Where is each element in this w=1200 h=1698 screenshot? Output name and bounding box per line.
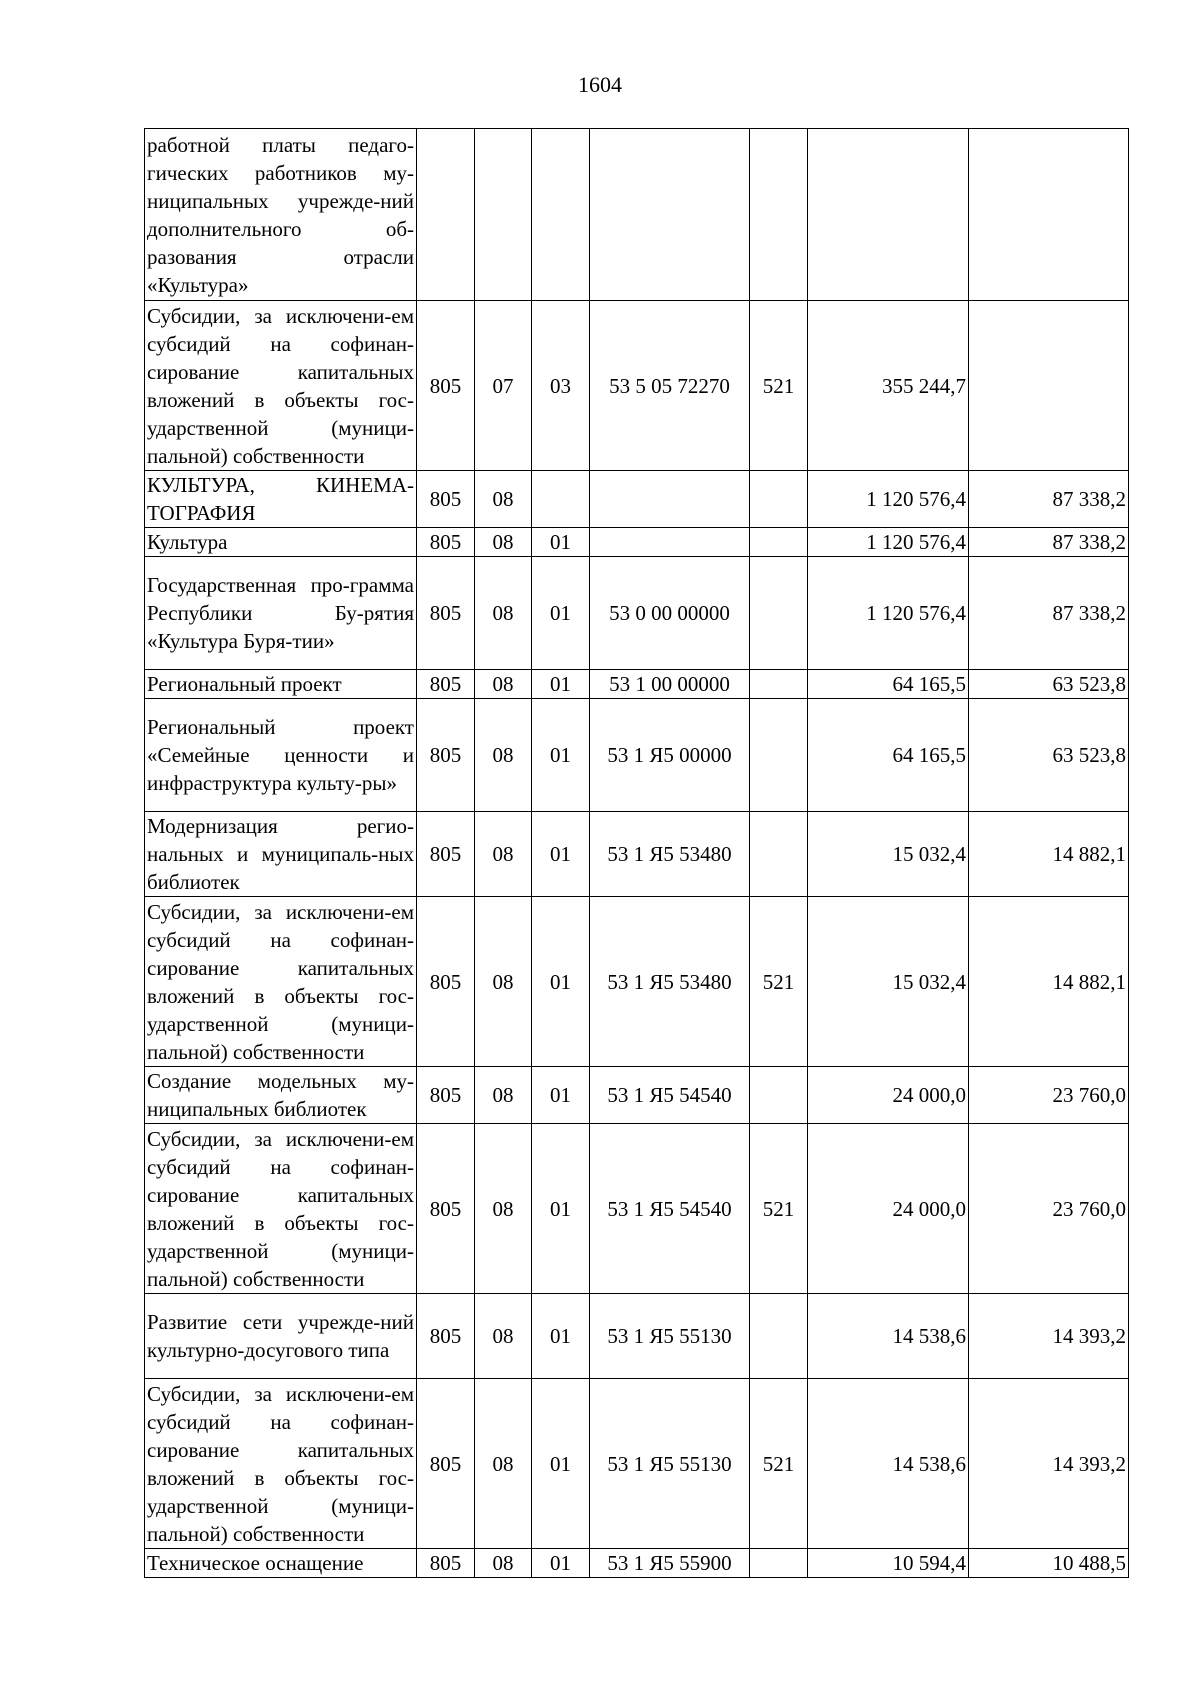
cell-sum-2: 63 523,8 <box>969 699 1129 812</box>
cell-csr: 53 1 Я5 55130 <box>590 1379 750 1549</box>
cell-pr: 01 <box>532 670 590 699</box>
cell-sum-1: 24 000,0 <box>808 1124 969 1294</box>
cell-vr <box>750 528 808 557</box>
cell-pr: 01 <box>532 528 590 557</box>
cell-vr <box>750 1549 808 1578</box>
cell-name: Субсидии, за исключени-ем субсидий на софинан-сирование капитальных вложений в объекты гос-ударственной (муници-пальной) собственности <box>145 1379 417 1549</box>
cell-sum-1: 15 032,4 <box>808 897 969 1067</box>
cell-vr <box>750 670 808 699</box>
cell-name: Модернизация регио-нальных и муниципаль-ных библиотек <box>145 812 417 897</box>
cell-csr: 53 1 Я5 55130 <box>590 1294 750 1379</box>
table-row <box>145 699 1129 812</box>
cell-name: Создание модельных му-ниципальных библиотек <box>145 1067 417 1124</box>
cell-name: Региональный проект <box>145 670 417 699</box>
table-body <box>145 129 1129 1578</box>
cell-sum-1: 1 120 576,4 <box>808 471 969 528</box>
cell-ved: 805 <box>417 670 475 699</box>
cell-ved: 805 <box>417 897 475 1067</box>
cell-csr: 53 1 Я5 55900 <box>590 1549 750 1578</box>
cell-sum-1: 1 120 576,4 <box>808 528 969 557</box>
cell-csr <box>590 471 750 528</box>
cell-rz: 08 <box>475 557 532 670</box>
cell-csr: 53 1 Я5 53480 <box>590 812 750 897</box>
cell-sum-1: 1 120 576,4 <box>808 557 969 670</box>
cell-name: Субсидии, за исключени-ем субсидий на софинан-сирование капитальных вложений в объекты гос-ударственной (муници-пальной) собственности <box>145 1124 417 1294</box>
cell-name: Субсидии, за исключени-ем субсидий на софинан-сирование капитальных вложений в объекты гос-ударственной (муници-пальной) собственности <box>145 897 417 1067</box>
cell-pr: 01 <box>532 699 590 812</box>
table-row <box>145 301 1129 471</box>
cell-sum-1: 15 032,4 <box>808 812 969 897</box>
cell-vr <box>750 557 808 670</box>
cell-csr: 53 1 00 00000 <box>590 670 750 699</box>
page-number: 1604 <box>578 72 622 97</box>
cell-sum-2: 87 338,2 <box>969 471 1129 528</box>
cell-sum-2: 87 338,2 <box>969 557 1129 670</box>
cell-name: Региональный проект «Семейные ценности и инфраструктура культу-ры» <box>145 699 417 812</box>
cell-sum-1: 14 538,6 <box>808 1294 969 1379</box>
table-row <box>145 528 1129 557</box>
cell-vr <box>750 1067 808 1124</box>
cell-sum-1: 14 538,6 <box>808 1379 969 1549</box>
cell-vr: 521 <box>750 897 808 1067</box>
cell-csr: 53 1 Я5 54540 <box>590 1124 750 1294</box>
cell-vr: 521 <box>750 301 808 471</box>
cell-ved: 805 <box>417 1067 475 1124</box>
cell-sum-2: 87 338,2 <box>969 528 1129 557</box>
cell-name: работной платы педаго-гических работников му-ниципальных учрежде-ний дополнительного об-разования отрасли «Культура» <box>145 129 417 301</box>
table-row <box>145 1067 1129 1124</box>
table-row <box>145 1549 1129 1578</box>
cell-sum-2: 23 760,0 <box>969 1067 1129 1124</box>
cell-ved: 805 <box>417 1379 475 1549</box>
cell-pr <box>532 129 590 301</box>
cell-pr: 01 <box>532 897 590 1067</box>
cell-sum-2 <box>969 129 1129 301</box>
cell-pr: 01 <box>532 1549 590 1578</box>
cell-name: Техническое оснащение <box>145 1549 417 1578</box>
table-row <box>145 897 1129 1067</box>
cell-pr: 01 <box>532 1124 590 1294</box>
cell-ved: 805 <box>417 301 475 471</box>
cell-csr: 53 1 Я5 00000 <box>590 699 750 812</box>
cell-csr: 53 1 Я5 53480 <box>590 897 750 1067</box>
cell-csr: 53 0 00 00000 <box>590 557 750 670</box>
table-row <box>145 557 1129 670</box>
cell-sum-2: 14 882,1 <box>969 897 1129 1067</box>
cell-vr <box>750 1294 808 1379</box>
cell-vr: 521 <box>750 1379 808 1549</box>
cell-name: Культура <box>145 528 417 557</box>
cell-sum-1: 64 165,5 <box>808 699 969 812</box>
cell-vr: 521 <box>750 1124 808 1294</box>
cell-rz: 08 <box>475 471 532 528</box>
cell-ved: 805 <box>417 1549 475 1578</box>
table-row <box>145 1294 1129 1379</box>
cell-sum-1: 24 000,0 <box>808 1067 969 1124</box>
cell-sum-1: 10 594,4 <box>808 1549 969 1578</box>
cell-vr <box>750 699 808 812</box>
cell-pr: 01 <box>532 1379 590 1549</box>
cell-name: Развитие сети учрежде-ний культурно-досугового типа <box>145 1294 417 1379</box>
budget-table <box>144 128 1129 1578</box>
cell-sum-2: 14 882,1 <box>969 812 1129 897</box>
cell-ved: 805 <box>417 471 475 528</box>
cell-rz: 08 <box>475 699 532 812</box>
cell-pr: 01 <box>532 557 590 670</box>
table-row <box>145 1124 1129 1294</box>
cell-name: Государственная про-грамма Республики Бу-рятия «Культура Буря-тии» <box>145 557 417 670</box>
cell-sum-1: 64 165,5 <box>808 670 969 699</box>
cell-pr: 01 <box>532 1294 590 1379</box>
cell-sum-2: 14 393,2 <box>969 1379 1129 1549</box>
table-row <box>145 670 1129 699</box>
cell-pr: 03 <box>532 301 590 471</box>
cell-rz: 08 <box>475 1294 532 1379</box>
cell-ved: 805 <box>417 528 475 557</box>
cell-ved: 805 <box>417 557 475 670</box>
cell-ved: 805 <box>417 1124 475 1294</box>
cell-pr <box>532 471 590 528</box>
cell-sum-2: 14 393,2 <box>969 1294 1129 1379</box>
cell-csr: 53 5 05 72270 <box>590 301 750 471</box>
cell-rz: 08 <box>475 1549 532 1578</box>
cell-vr <box>750 471 808 528</box>
cell-name: Субсидии, за исключени-ем субсидий на софинан-сирование капитальных вложений в объекты гос-ударственной (муници-пальной) собственности <box>145 301 417 471</box>
table-row <box>145 129 1129 301</box>
cell-sum-1: 355 244,7 <box>808 301 969 471</box>
table-row <box>145 471 1129 528</box>
cell-rz: 08 <box>475 1124 532 1294</box>
cell-csr <box>590 528 750 557</box>
cell-rz: 08 <box>475 897 532 1067</box>
cell-ved: 805 <box>417 1294 475 1379</box>
cell-name: КУЛЬТУРА, КИНЕМА-ТОГРАФИЯ <box>145 471 417 528</box>
cell-vr <box>750 812 808 897</box>
cell-rz: 08 <box>475 812 532 897</box>
cell-rz: 08 <box>475 528 532 557</box>
cell-sum-2: 10 488,5 <box>969 1549 1129 1578</box>
cell-ved: 805 <box>417 812 475 897</box>
table-row <box>145 1379 1129 1549</box>
cell-vr <box>750 129 808 301</box>
cell-rz: 08 <box>475 670 532 699</box>
cell-rz: 08 <box>475 1379 532 1549</box>
cell-pr: 01 <box>532 1067 590 1124</box>
cell-sum-1 <box>808 129 969 301</box>
cell-rz: 07 <box>475 301 532 471</box>
cell-sum-2: 23 760,0 <box>969 1124 1129 1294</box>
cell-ved: 805 <box>417 699 475 812</box>
cell-sum-2: 63 523,8 <box>969 670 1129 699</box>
cell-csr <box>590 129 750 301</box>
cell-ved <box>417 129 475 301</box>
cell-sum-2 <box>969 301 1129 471</box>
cell-pr: 01 <box>532 812 590 897</box>
table-row <box>145 812 1129 897</box>
cell-rz: 08 <box>475 1067 532 1124</box>
cell-rz <box>475 129 532 301</box>
cell-csr: 53 1 Я5 54540 <box>590 1067 750 1124</box>
